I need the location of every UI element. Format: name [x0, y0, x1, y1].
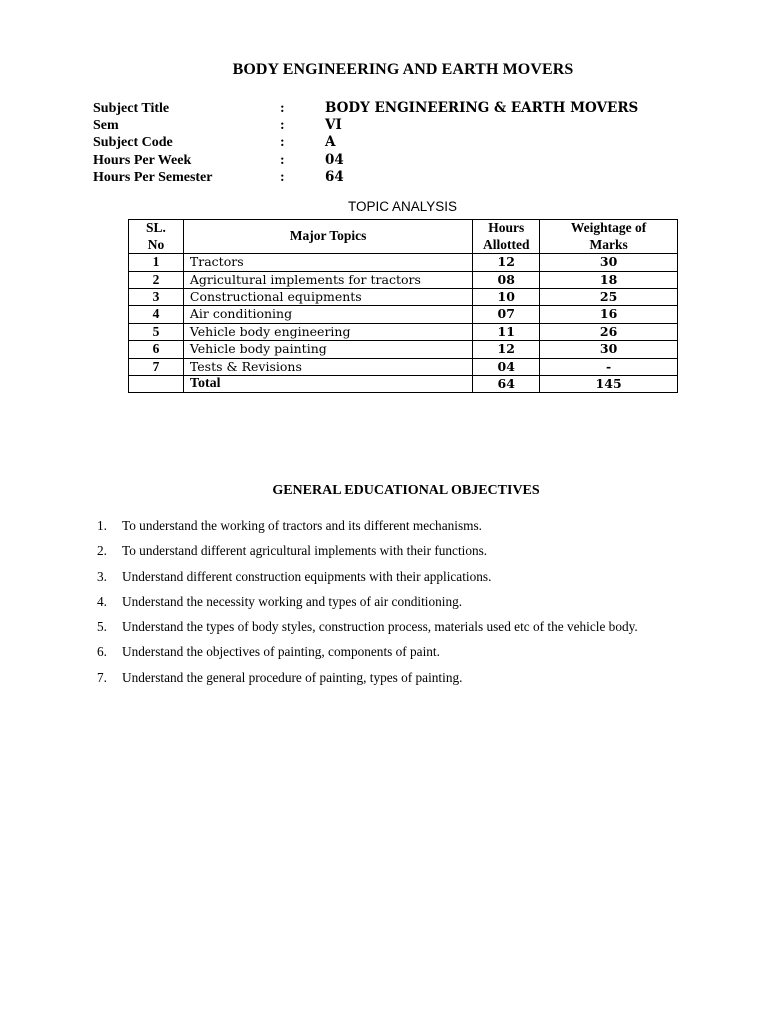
list-item: [97, 513, 697, 538]
topic-cell: Constructional equipments: [183, 289, 472, 306]
item-text: Understand the general procedure of painting, types of painting.: [122, 669, 463, 685]
hours-cell: 10: [473, 289, 540, 306]
item-text: To understand different agricultural implements with their functions.: [122, 543, 488, 559]
hours-cell: 12: [473, 254, 540, 271]
info-label: Subject Title: [93, 101, 170, 116]
list-item: [97, 589, 697, 614]
marks-cell: 30: [540, 341, 678, 358]
hours-cell: 11: [473, 323, 540, 340]
sl-cell: 4: [129, 306, 184, 323]
major-topics-header: Major Topics: [183, 220, 472, 254]
info-colon: :: [280, 101, 285, 116]
info-value: 64: [325, 168, 344, 185]
table-row: [129, 254, 678, 271]
hours-cell: 12: [473, 341, 540, 358]
topic-cell: Agricultural implements for tractors: [183, 271, 472, 288]
info-label: Hours Per Week: [93, 152, 192, 168]
item-number: 3.: [97, 568, 107, 584]
sl-cell: 2: [129, 271, 184, 288]
sl-header-line1: SL.: [146, 220, 166, 235]
table-total-row: [129, 376, 678, 393]
item-number: 5.: [97, 619, 107, 635]
table-row: [129, 323, 678, 340]
table-row: [129, 306, 678, 323]
topic-analysis-heading: TOPIC ANALYSIS: [347, 199, 458, 214]
topic-cell: Tests & Revisions: [183, 358, 472, 375]
sl-cell: 3: [129, 289, 184, 306]
item-text: Understand the necessity working and types of air conditioning.: [122, 593, 463, 609]
list-item: [97, 665, 697, 690]
info-value: BODY ENGINEERING & EARTH MOVERS: [325, 100, 639, 116]
topic-cell: Tractors: [183, 254, 472, 271]
empty-sl-cell: [129, 376, 184, 393]
weight-header-line2: Marks: [589, 236, 628, 252]
marks-cell: 25: [540, 289, 678, 306]
list-item: [97, 564, 697, 589]
sl-no-header: [129, 220, 184, 254]
item-text: Understand different construction equipments with their applications.: [122, 568, 492, 584]
info-colon: :: [280, 118, 285, 134]
objectives-heading: GENERAL EDUCATIONAL OBJECTIVES: [272, 483, 540, 498]
marks-cell: 30: [540, 254, 678, 271]
total-marks-cell: 145: [540, 376, 678, 393]
item-text: To understand the working of tractors and its different mechanisms.: [122, 518, 482, 533]
list-item: [97, 639, 697, 664]
info-label: Sem: [93, 118, 119, 134]
topic-analysis-table: [128, 219, 678, 393]
sl-header-line2: No: [147, 236, 165, 252]
hours-header-line1: Hours: [488, 220, 525, 235]
item-number: 7.: [97, 669, 107, 685]
total-label-cell: Total: [183, 376, 472, 393]
item-number: 4.: [97, 593, 107, 609]
list-item: [97, 538, 697, 563]
table-row: [129, 358, 678, 375]
marks-cell: 16: [540, 306, 678, 323]
info-value: A: [325, 134, 336, 151]
list-item: [97, 614, 697, 639]
info-colon: :: [280, 169, 285, 185]
topic-cell: Air conditioning: [183, 306, 472, 323]
weightage-header: [540, 220, 678, 254]
topic-cell: Vehicle body engineering: [183, 323, 472, 340]
table-row: [129, 289, 678, 306]
topic-cell: Vehicle body painting: [183, 341, 472, 358]
total-hours-cell: 64: [473, 376, 540, 393]
sl-cell: 1: [129, 254, 184, 271]
item-number: 2.: [97, 543, 107, 559]
table-row: [129, 271, 678, 288]
info-colon: :: [280, 152, 285, 168]
item-number: 6.: [97, 644, 107, 660]
objectives-list: [97, 513, 697, 690]
info-value: 04: [325, 151, 344, 168]
sl-cell: 6: [129, 341, 184, 358]
info-label: Hours Per Semester: [93, 169, 213, 185]
marks-cell: -: [540, 358, 678, 375]
table-row: [129, 341, 678, 358]
weight-header-line1: Weightage of: [570, 220, 647, 235]
table-header-row: [129, 220, 678, 254]
document-title: BODY ENGINEERING AND EARTH MOVERS: [232, 61, 574, 78]
sl-cell: 5: [129, 323, 184, 340]
item-text: Understand the objectives of painting, components of paint.: [122, 644, 440, 660]
marks-cell: 18: [540, 271, 678, 288]
info-value: VI: [325, 117, 342, 134]
hours-cell: 07: [473, 306, 540, 323]
hours-allotted-header: [473, 220, 540, 254]
hours-cell: 04: [473, 358, 540, 375]
hours-header-line2: Allotted: [482, 236, 530, 252]
sl-cell: 7: [129, 358, 184, 375]
marks-cell: 26: [540, 323, 678, 340]
info-colon: :: [280, 135, 285, 151]
info-label: Subject Code: [93, 135, 173, 151]
hours-cell: 08: [473, 271, 540, 288]
item-text: Understand the types of body styles, construction process, materials used etc of the vehicle body.: [122, 619, 638, 635]
item-number: 1.: [97, 518, 107, 533]
